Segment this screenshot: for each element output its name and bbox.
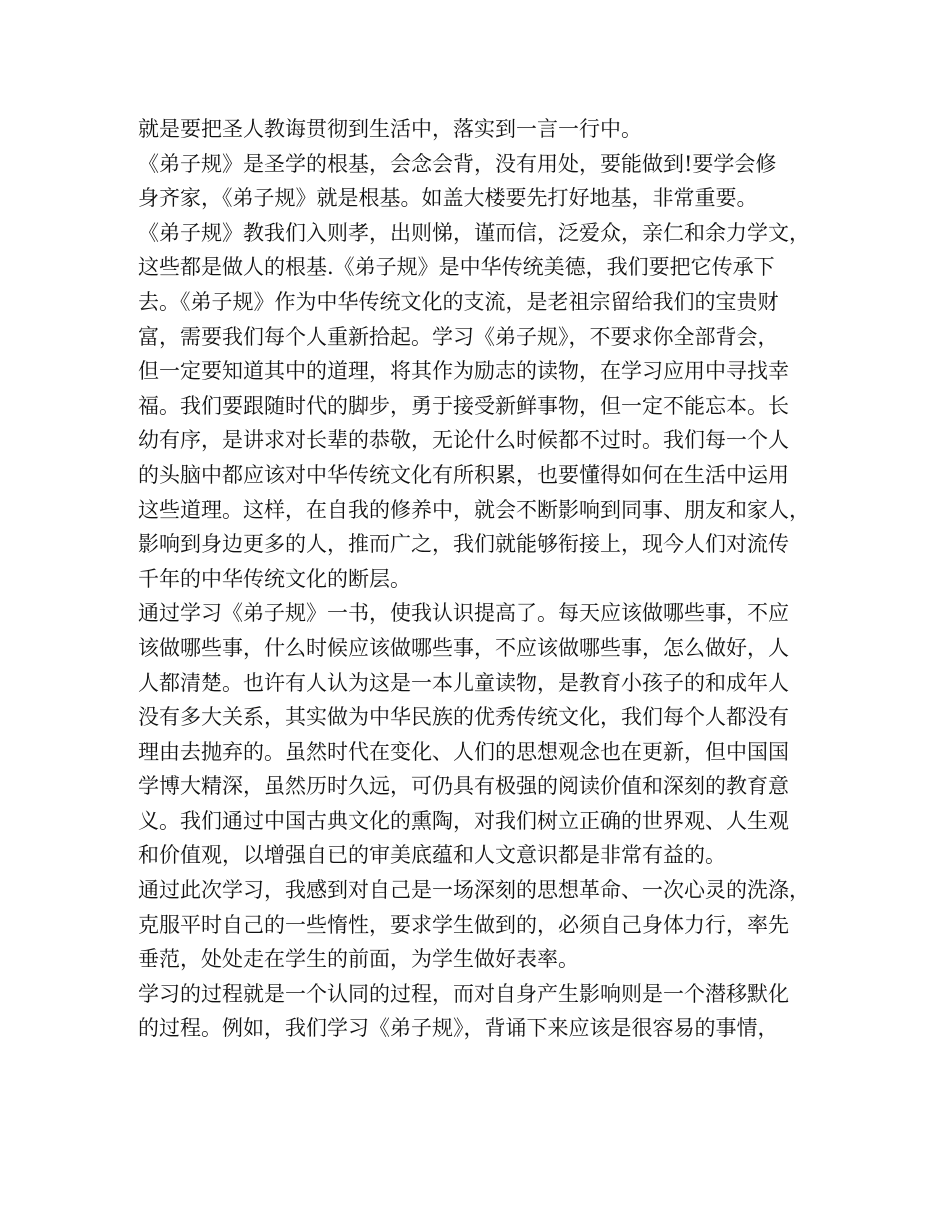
text-line: 义。我们通过中国古典文化的熏陶，对我们树立正确的世界观、人生观	[138, 808, 789, 833]
text-line: 这些都是做人的根基.《弟子规》是中华传统美德，我们要把它传承下	[138, 255, 775, 280]
text-line: 《弟子规》教我们入则孝，出则悌，谨而信，泛爱众，亲仁和余力学文，	[138, 220, 810, 245]
text-line: 通过此次学习，我感到对自己是一场深刻的思想革命、一次心灵的洗涤，	[138, 878, 810, 903]
text-line: 垂范，处处走在学生的前面，为学生做好表率。	[138, 947, 579, 972]
document-body	[138, 112, 814, 1046]
text-line: 该做哪些事，什么时候应该做哪些事，不应该做哪些事，怎么做好，人	[138, 635, 789, 660]
text-line: 克服平时自己的一些惰性，要求学生做到的，必须自己身体力行，率先	[138, 912, 789, 937]
text-line: 去。《弟子规》作为中华传统文化的支流，是老祖宗留给我们的宝贵财	[138, 289, 779, 314]
text-line: 理由去抛弃的。虽然时代在变化、人们的思想观念也在更新，但中国国	[138, 739, 789, 764]
text-line: 没有多大关系，其实做为中华民族的优秀传统文化，我们每个人都没有	[138, 705, 789, 730]
text-line: 通过学习《弟子规》一书，使我认识提高了。每天应该做哪些事，不应	[138, 601, 789, 626]
text-line: 《弟子规》是圣学的根基，会念会背，没有用处，要能做到!要学会修	[138, 151, 777, 176]
text-line: 这些道理。这样，在自我的修养中，就会不断影响到同事、朋友和家人，	[138, 497, 810, 522]
text-line: 和价值观，以增强自已的审美底蕴和人文意识都是非常有益的。	[138, 843, 726, 868]
text-line: 但一定要知道其中的道理，将其作为励志的读物，在学习应用中寻找幸	[138, 359, 789, 384]
text-line: 的头脑中都应该对中华传统文化有所积累，也要懂得如何在生活中运用	[138, 462, 789, 487]
text-line: 影响到身边更多的人，推而广之，我们就能够衔接上，现今人们对流传	[138, 532, 789, 557]
text-line: 福。我们要跟随时代的脚步，勇于接受新鲜事物，但一定不能忘本。长	[138, 393, 789, 418]
text-line: 学习的过程就是一个认同的过程，而对自身产生影响则是一个潜移默化	[138, 981, 789, 1006]
text-line: 人都清楚。也许有人认为这是一本儿童读物，是教育小孩子的和成年人	[138, 670, 789, 695]
text-line: 学博大精深，虽然历时久远，可仍具有极强的阅读价值和深刻的教育意	[138, 774, 789, 799]
text-line: 身齐家，《弟子规》就是根基。如盖大楼要先打好地基，非常重要。	[138, 186, 758, 211]
text-line: 富，需要我们每个人重新拾起。学习《弟子规》，不要求你全部背会，	[138, 324, 779, 349]
text-line: 的过程。例如，我们学习《弟子规》，背诵下来应该是很容易的事情，	[138, 1016, 779, 1041]
text-line: 幼有序，是讲求对长辈的恭敬，无论什么时候都不过时。我们每一个人	[138, 428, 789, 453]
text-line: 就是要把圣人教诲贯彻到生活中，落实到一言一行中。	[138, 117, 642, 141]
text-line: 千年的中华传统文化的断层。	[138, 566, 411, 591]
